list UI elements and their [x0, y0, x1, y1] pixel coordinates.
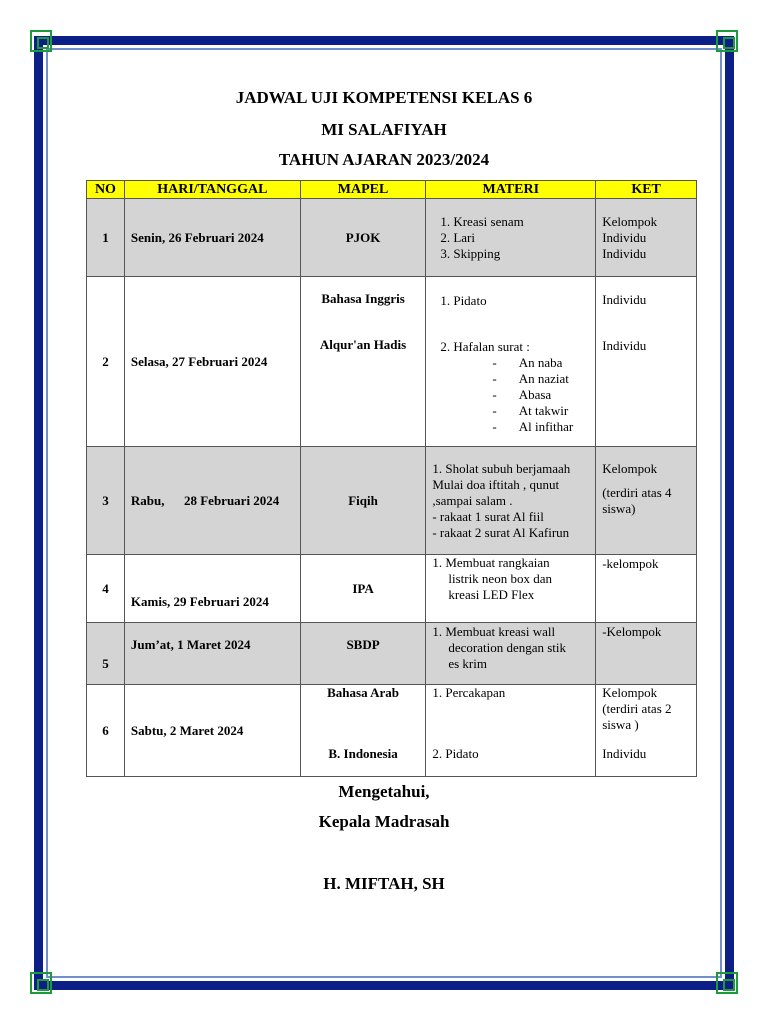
- materi-item: 1. Membuat kreasi wall: [432, 624, 556, 639]
- materi-item: es krim: [448, 656, 487, 671]
- ket-item: -kelompok: [602, 556, 659, 571]
- row-mapel: PJOK: [300, 199, 426, 277]
- header-ket: KET: [596, 181, 697, 199]
- surat-item: - An naba: [492, 355, 563, 370]
- row-materi: [426, 685, 596, 777]
- ket-item: (terdiri atas 4: [602, 485, 672, 500]
- materi-item: 2. Hafalan surat :: [440, 339, 530, 354]
- header-mapel: MAPEL: [300, 181, 426, 199]
- ket-item: -Kelompok: [602, 624, 662, 639]
- acknowledgement-label: Mengetahui,: [338, 782, 430, 801]
- table-row: [87, 555, 697, 623]
- row-day: Senin, 26 Februari 2024: [124, 199, 300, 277]
- row-materi: [426, 555, 596, 623]
- row-mapel: Fiqih: [300, 447, 426, 555]
- row-mapel: SBDP: [300, 623, 426, 685]
- table-header-row: [87, 181, 697, 199]
- header-no: NO: [87, 181, 125, 199]
- row-mapel: [300, 685, 426, 777]
- table-row: [87, 199, 697, 277]
- mapel-item: Bahasa Inggris: [321, 291, 405, 306]
- materi-item: 1. Pidato: [440, 293, 487, 308]
- materi-item: Mulai doa iftitah , qunut: [432, 477, 560, 492]
- materi-item: listrik neon box dan: [448, 571, 552, 586]
- ket-item: Individu: [602, 292, 647, 307]
- ket-item: (terdiri atas 2: [602, 701, 672, 716]
- row-no: 5: [87, 623, 125, 685]
- row-materi: [426, 199, 596, 277]
- materi-item: kreasi LED Flex: [448, 587, 535, 602]
- document-title: JADWAL UJI KOMPETENSI KELAS 6: [235, 88, 533, 107]
- materi-item: 1. Kreasi senam: [440, 214, 524, 229]
- row-no: 6: [87, 685, 125, 777]
- materi-item: 1. Membuat rangkaian: [432, 555, 550, 570]
- row-ket: [596, 555, 697, 623]
- header-day: HARI/TANGGAL: [124, 181, 300, 199]
- ket-item: Kelompok: [602, 685, 658, 700]
- materi-item: ,sampai salam .: [432, 493, 513, 508]
- table-row: [87, 277, 697, 447]
- ket-item: Kelompok: [602, 461, 658, 476]
- materi-item: - rakaat 1 surat Al fiil: [432, 509, 544, 524]
- mapel-item: B. Indonesia: [328, 746, 398, 761]
- row-no: 4: [87, 555, 125, 623]
- mapel-item: Alqur'an Hadis: [319, 337, 407, 352]
- ket-item: Individu: [602, 746, 647, 761]
- materi-item: 3. Skipping: [440, 246, 501, 261]
- row-day: Jum’at, 1 Maret 2024: [124, 623, 300, 685]
- row-day: Selasa, 27 Februari 2024: [124, 277, 300, 447]
- mapel-item: Bahasa Arab: [327, 685, 399, 700]
- row-mapel: IPA: [300, 555, 426, 623]
- row-ket: [596, 685, 697, 777]
- ket-item: siswa ): [602, 717, 639, 732]
- surat-item: - Abasa: [492, 387, 552, 402]
- ket-item: Kelompok: [602, 214, 658, 229]
- row-ket: [596, 623, 697, 685]
- schedule-table: [86, 180, 697, 777]
- corner-ornament-bottom-left: [30, 972, 52, 994]
- table-row: [87, 623, 697, 685]
- row-day: Kamis, 29 Februari 2024: [124, 555, 300, 623]
- row-no: 3: [87, 447, 125, 555]
- header-materi: MATERI: [426, 181, 596, 199]
- row-day: Rabu, 28 Februari 2024: [124, 447, 300, 555]
- ket-item: Individu: [602, 246, 647, 261]
- corner-ornament-top-left: [30, 30, 52, 52]
- row-ket: [596, 199, 697, 277]
- corner-ornament-bottom-right: [716, 972, 738, 994]
- school-name: MI SALAFIYAH: [321, 120, 447, 139]
- headmaster-name: H. MIFTAH, SH: [323, 874, 445, 893]
- row-materi: [426, 623, 596, 685]
- surat-item: - Al infithar: [492, 419, 574, 434]
- surat-item: - At takwir: [492, 403, 569, 418]
- materi-item: 1. Sholat subuh berjamaah: [432, 461, 571, 476]
- materi-item: 2. Pidato: [432, 746, 479, 761]
- surat-item: - An naziat: [492, 371, 569, 386]
- ket-item: Individu: [602, 230, 647, 245]
- row-no: 1: [87, 199, 125, 277]
- corner-ornament-top-right: [716, 30, 738, 52]
- ket-item: Individu: [602, 338, 647, 353]
- row-ket: [596, 447, 697, 555]
- materi-item: 1. Percakapan: [432, 685, 506, 700]
- academic-year: TAHUN AJARAN 2023/2024: [278, 150, 490, 169]
- headmaster-title: Kepala Madrasah: [318, 812, 450, 831]
- materi-item: 2. Lari: [440, 230, 475, 245]
- row-ket: [596, 277, 697, 447]
- row-materi: [426, 447, 596, 555]
- row-no: 2: [87, 277, 125, 447]
- materi-item: decoration dengan stik: [448, 640, 567, 655]
- table-row: [87, 685, 697, 777]
- row-day: Sabtu, 2 Maret 2024: [124, 685, 300, 777]
- table-row: [87, 447, 697, 555]
- row-mapel: [300, 277, 426, 447]
- materi-item: - rakaat 2 surat Al Kafirun: [432, 525, 570, 540]
- row-materi: [426, 277, 596, 447]
- ket-item: siswa): [602, 501, 636, 516]
